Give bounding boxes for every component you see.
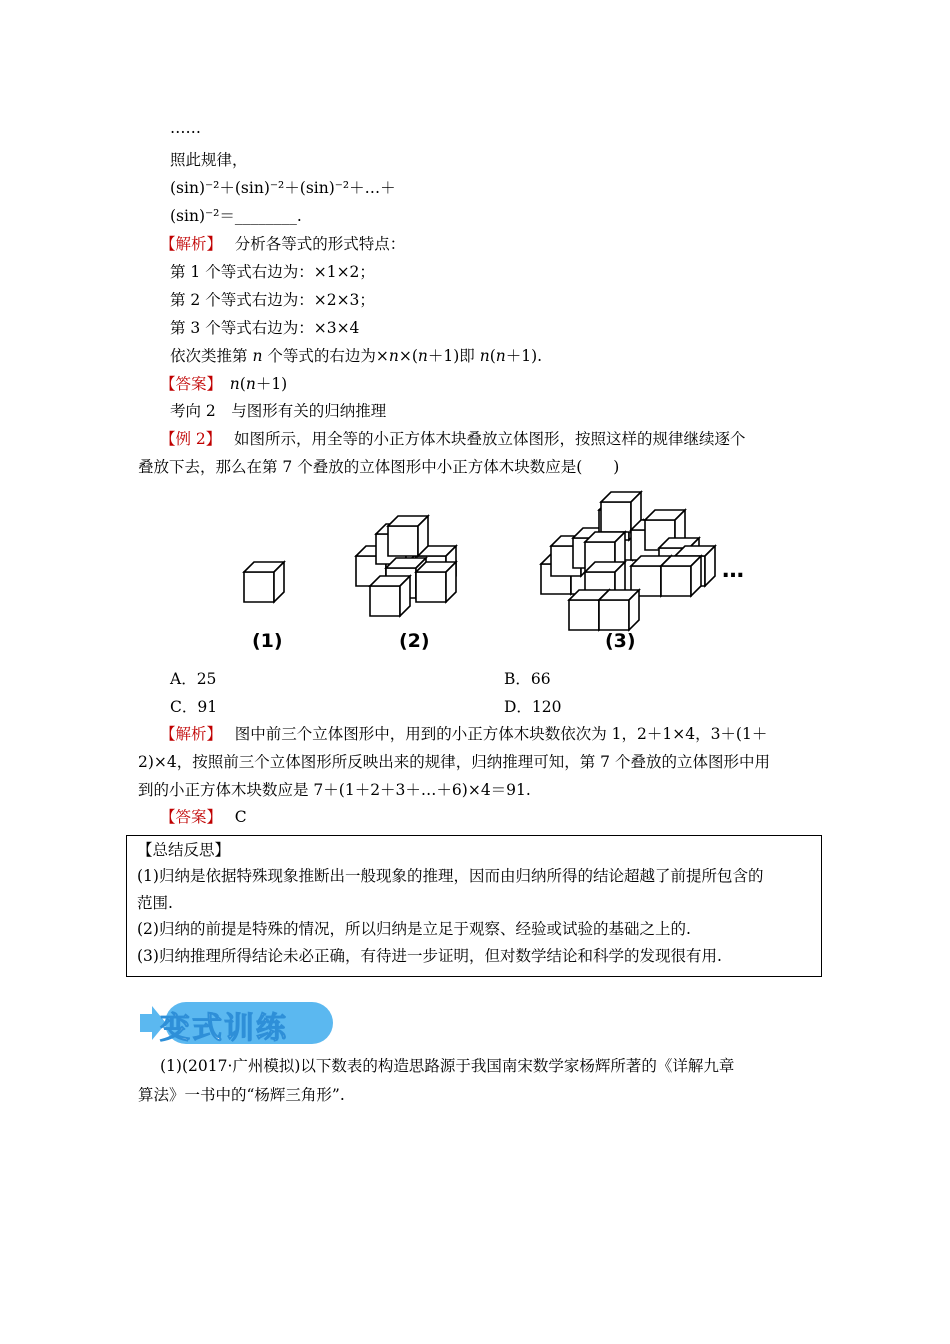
analysis-1	[160, 234, 405, 254]
summary-line-3: (2)归纳的前提是特殊的情况，所以归纳是立足于观察、经验或试验的基础之上的.	[137, 920, 691, 938]
cube-figure-2	[356, 516, 456, 616]
summary-line-1: (1)归纳是依据特殊现象推断出一般现象的推理，因而由归纳所得的结论超越了前提所包含的	[137, 867, 764, 885]
analysis-2-line-2: 2)×4，按照前三个立体图形所反映出来的规律，归纳推理可知，第 7 个叠放的立体图形中用	[138, 753, 770, 771]
section-title: 考向 2 与图形有关的归纳推理	[170, 402, 387, 420]
cube-figure-3	[541, 492, 715, 630]
analysis-line-3: 第 3 个等式右边为：×3×4	[170, 319, 360, 337]
analysis-line-1: 第 1 个等式右边为：×1×2；	[170, 263, 375, 281]
option-d: D．120	[504, 698, 562, 716]
analysis-text: 分析各等式的形式特点：	[234, 235, 406, 253]
banner-title: 变式训练	[160, 1011, 288, 1046]
sum-expression-1: (sin)⁻²＋(sin)⁻²＋(sin)⁻²＋…＋	[170, 179, 396, 197]
figure-label-2: (2)	[399, 630, 430, 652]
analysis-2-line-3: 到的小正方体木块数应是 7＋(1＋2＋3＋…＋6)×4＝91.	[138, 781, 531, 799]
answer-1: 【答案】 n(n＋1)	[160, 375, 288, 393]
analysis-2-line-1: 【解析】 图中前三个立体图形中，用到的小正方体木块数依次为 1，2＋1×4，3＋(1＋	[160, 725, 768, 743]
example-tag: 【例 2】	[160, 430, 214, 448]
summary-line-4: (3)归纳推理所得结论未必正确，有待进一步证明，但对数学结论和科学的发现很有用.	[137, 947, 722, 965]
analysis-tag: 【解析】	[160, 725, 215, 743]
answer-tag: 【答案】	[160, 375, 215, 393]
analysis-tag: 【解析】	[160, 235, 215, 253]
cube-stacking-figure	[0, 480, 950, 670]
example-2-line-2: 叠放下去，那么在第 7 个叠放的立体图形中小正方体木块数应是( )	[138, 458, 620, 476]
analysis-line-2: 第 2 个等式右边为：×2×3；	[170, 291, 375, 309]
figure-label-1: (1)	[252, 630, 283, 652]
option-c: C．91	[170, 698, 218, 716]
summary-box	[126, 835, 822, 977]
option-a: A．25	[170, 670, 217, 688]
exercise-line-1: (1)(2017·广州模拟)以下数表的构造思路源于我国南宋数学家杨辉所著的《详解九章	[160, 1057, 735, 1075]
example-2-line-1: 【例 2】 如图所示，用全等的小正方体木块叠放立体图形，按照这样的规律继续逐个	[160, 430, 746, 448]
summary-title: 【总结反思】	[137, 841, 231, 859]
option-b: B．66	[504, 670, 551, 688]
ellipsis-dots: ……	[170, 119, 201, 137]
figure-label-3: (3)	[605, 630, 636, 652]
sum-expression-2: (sin)⁻²＝________.	[170, 207, 302, 225]
summary-line-2: 范围.	[137, 894, 173, 912]
cube-figure-1	[244, 562, 284, 602]
exercise-line-2: 算法》一书中的“杨辉三角形”.	[138, 1086, 345, 1104]
answer-tag: 【答案】	[160, 808, 215, 826]
answer-2: 【答案】 C	[160, 808, 247, 826]
figure-ellipsis: …	[722, 558, 744, 583]
analysis-inference: 依次类推第 n 个等式的右边为×n×(n＋1)即 n(n＋1).	[170, 347, 543, 365]
rule-intro: 照此规律，	[170, 151, 248, 169]
